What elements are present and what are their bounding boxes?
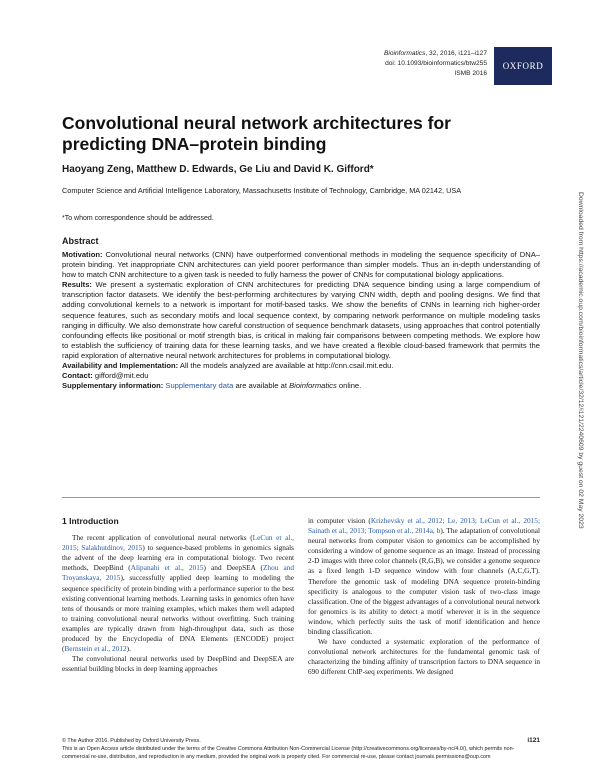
results-text: We present a systematic exploration of CNN architectures for predicting DNA sequence binding using a large compendium of transcription factor datasets. We identify the best-performing architectures by varying CNN width, depth and pooling designs. We find that adding convolutional kernels to a network is important for motif-based tasks. We show the benefits of CNNs in learning rich higher-order sequence features, such as secondary motifs and local sequence context, by comparing network performance on multiple modeling tasks ranging in difficulty. We also demonstrate how careful construction of sequence benchmark datasets, using approaches that control potentially confounding effects like positional or motif strength bias, is critical in making fair comparisons between competing methods. We explore how to establish the sufficiency of training data for these learning tasks, and we have created a flexible cloud-based framework that permits the rapid exploration of alternative neural network architectures for problems in computational biology. <box>62 280 540 360</box>
p1-text-b: ) to sequence-based problems in genomics signals the advent of the deep learning era in computational biology. Two recent methods, DeepBind ( <box>62 543 295 573</box>
abstract-heading: Abstract <box>62 236 99 246</box>
availability-text[interactable]: All the models analyzed are available at http://cnn.csail.mit.edu. <box>178 361 394 371</box>
results-label: Results: <box>62 280 92 290</box>
correspondence-note: *To whom correspondence should be addressed. <box>62 215 214 222</box>
abstract-divider <box>62 497 540 498</box>
r1-text-a: in computer vision ( <box>308 516 371 525</box>
supplementary-label: Supplementary information: <box>62 381 164 391</box>
supplementary-text: are available at <box>233 381 290 391</box>
supplementary-link[interactable]: Supplementary data <box>163 381 234 391</box>
journal-citation-block <box>384 49 487 79</box>
journal-name: Bioinformatics <box>383 50 426 57</box>
affiliation: Computer Science and Artificial Intelligence Laboratory, Massachusetts Institute of Technology, Cambridge, MA 02142, USA <box>62 186 462 195</box>
contact-email[interactable]: gifford@mit.edu <box>92 371 149 381</box>
abstract-section <box>62 236 540 391</box>
motivation-label: Motivation: <box>62 250 103 259</box>
citation-bernstein[interactable]: Bernstein et al., 2012 <box>64 644 127 654</box>
r1-text-b: ). The adaptation of convolutional neural networks from computer vision to genomics can be accomplished by considering a window of genome sequence as an image. Instead of processing 2-D images with three color channels (R,G,B), we consider a genome sequence as a fixed length 1-D sequence window with four channels (A,C,G,T). Therefore the genomic task of modeling DNA sequence protein-binding specificity is analogous to the computer vision task of two-class image classification. One of the biggest advantages of a convolutional neural network for genomics is its ability to detect a motif wherever it is in the sequence window, which perfectly suits the task of motif identification and hence binding classification. <box>308 526 540 637</box>
oxford-logo-text: OXFORD <box>502 61 544 71</box>
license-text: This is an Open Access article distributed under the terms of the Creative Commons Attribution Non-Commercial License (http://creativecommons.org/licenses/by-nc/4.0/), which permits non-commercial re-use, distribution, and reproduction in any medium, provided the original work is properly cited. For commercial re-use, please contact journals.permissions@oup.com <box>62 746 515 760</box>
page-footer <box>62 737 540 761</box>
citation-krizhevsky[interactable]: Krizhevsky et al., 2012; Le, 2013; LeCun et al., 2015; Sainath et al., 2013; Tompson et al., 2014a, b <box>308 516 540 536</box>
intro-paragraph-4: We have conducted a systematic exploration of the performance of convolutional network architectures for the fundamental genomic task of characterizing the binding affinity of transcription factors to DNA sequence in 690 different ChIP-seq experiments. We designed <box>308 637 540 677</box>
availability-label: Availability and Implementation: <box>62 361 179 371</box>
citation-alipanahi[interactable]: Alipanahi et al., 2015 <box>130 563 204 573</box>
intro-paragraph-1 <box>62 533 294 654</box>
motivation-text: Convolutional neural networks (CNN) have outperformed conventional methods in modeling the sequence specificity of DNA–protein binding. Yet inappropriate CNN architectures can yield poorer performance than simpler models. Thus an in-depth understanding of how to match CNN architecture to a given task is needed to fully harness the power of CNNs for computational biology applications. <box>62 250 540 280</box>
oxford-logo <box>494 47 552 85</box>
p1-text-d: ), successfully applied deep learning to modeling the sequence specificity of protein binding with a performance superior to the best existing conventional learning methods. Learning tasks in genomics often have tens of thousands or more training examples, which makes them well adapted to training convolutional neural networks without overfitting. Such training examples are typically drawn from high-throughput data, such as those produced by the Encyclopedia of DNA Elements (ENCODE) project ( <box>62 573 294 654</box>
doi-link[interactable]: doi: 10.1093/bioinformatics/btw255 <box>385 60 487 67</box>
supplementary-journal: Bioinformatics <box>289 381 337 391</box>
citation-lecun[interactable]: LeCun et al., 2015; Salakhutdinov, 2015 <box>62 533 294 553</box>
citation-zhou[interactable]: Zhou and Troyanskaya, 2015 <box>62 563 294 583</box>
author-list: Haoyang Zeng, Matthew D. Edwards, Ge Liu and David K. Gifford* <box>62 164 374 175</box>
copyright-text: © The Author 2016. Published by Oxford University Press. <box>62 738 201 744</box>
abstract-results <box>62 280 540 361</box>
left-column <box>62 516 294 674</box>
p1-text-e: ). <box>126 644 131 654</box>
contact-label: Contact: <box>62 371 93 381</box>
intro-paragraph-3 <box>308 516 540 637</box>
meeting-label: ISMB 2016 <box>454 70 487 77</box>
article-title: Convolutional neural network architectures for predicting DNA–protein binding <box>62 113 451 154</box>
supplementary-end: online. <box>336 381 362 391</box>
abstract-availability <box>62 361 540 371</box>
abstract-motivation <box>62 250 540 280</box>
download-watermark: Downloaded from https://academic.oup.com/bioinformatics/article/32/12/i121/2240609 by guest on 02 May 2023 <box>577 192 584 529</box>
intro-paragraph-2: The convolutional neural networks used by DeepBind and DeepSEA are essential building blocks in deep learning approaches <box>62 654 294 674</box>
p1-text-c: ) and DeepSEA ( <box>203 563 263 573</box>
right-column <box>308 516 540 678</box>
p1-text-a: The recent application of convolutional neural networks ( <box>72 533 253 543</box>
page-number: i121 <box>527 737 540 744</box>
intro-heading: 1 Introduction <box>62 516 119 526</box>
abstract-supplementary <box>62 381 540 391</box>
journal-volume: , 32, 2016, i121–i127 <box>425 50 487 57</box>
abstract-contact <box>62 371 540 381</box>
